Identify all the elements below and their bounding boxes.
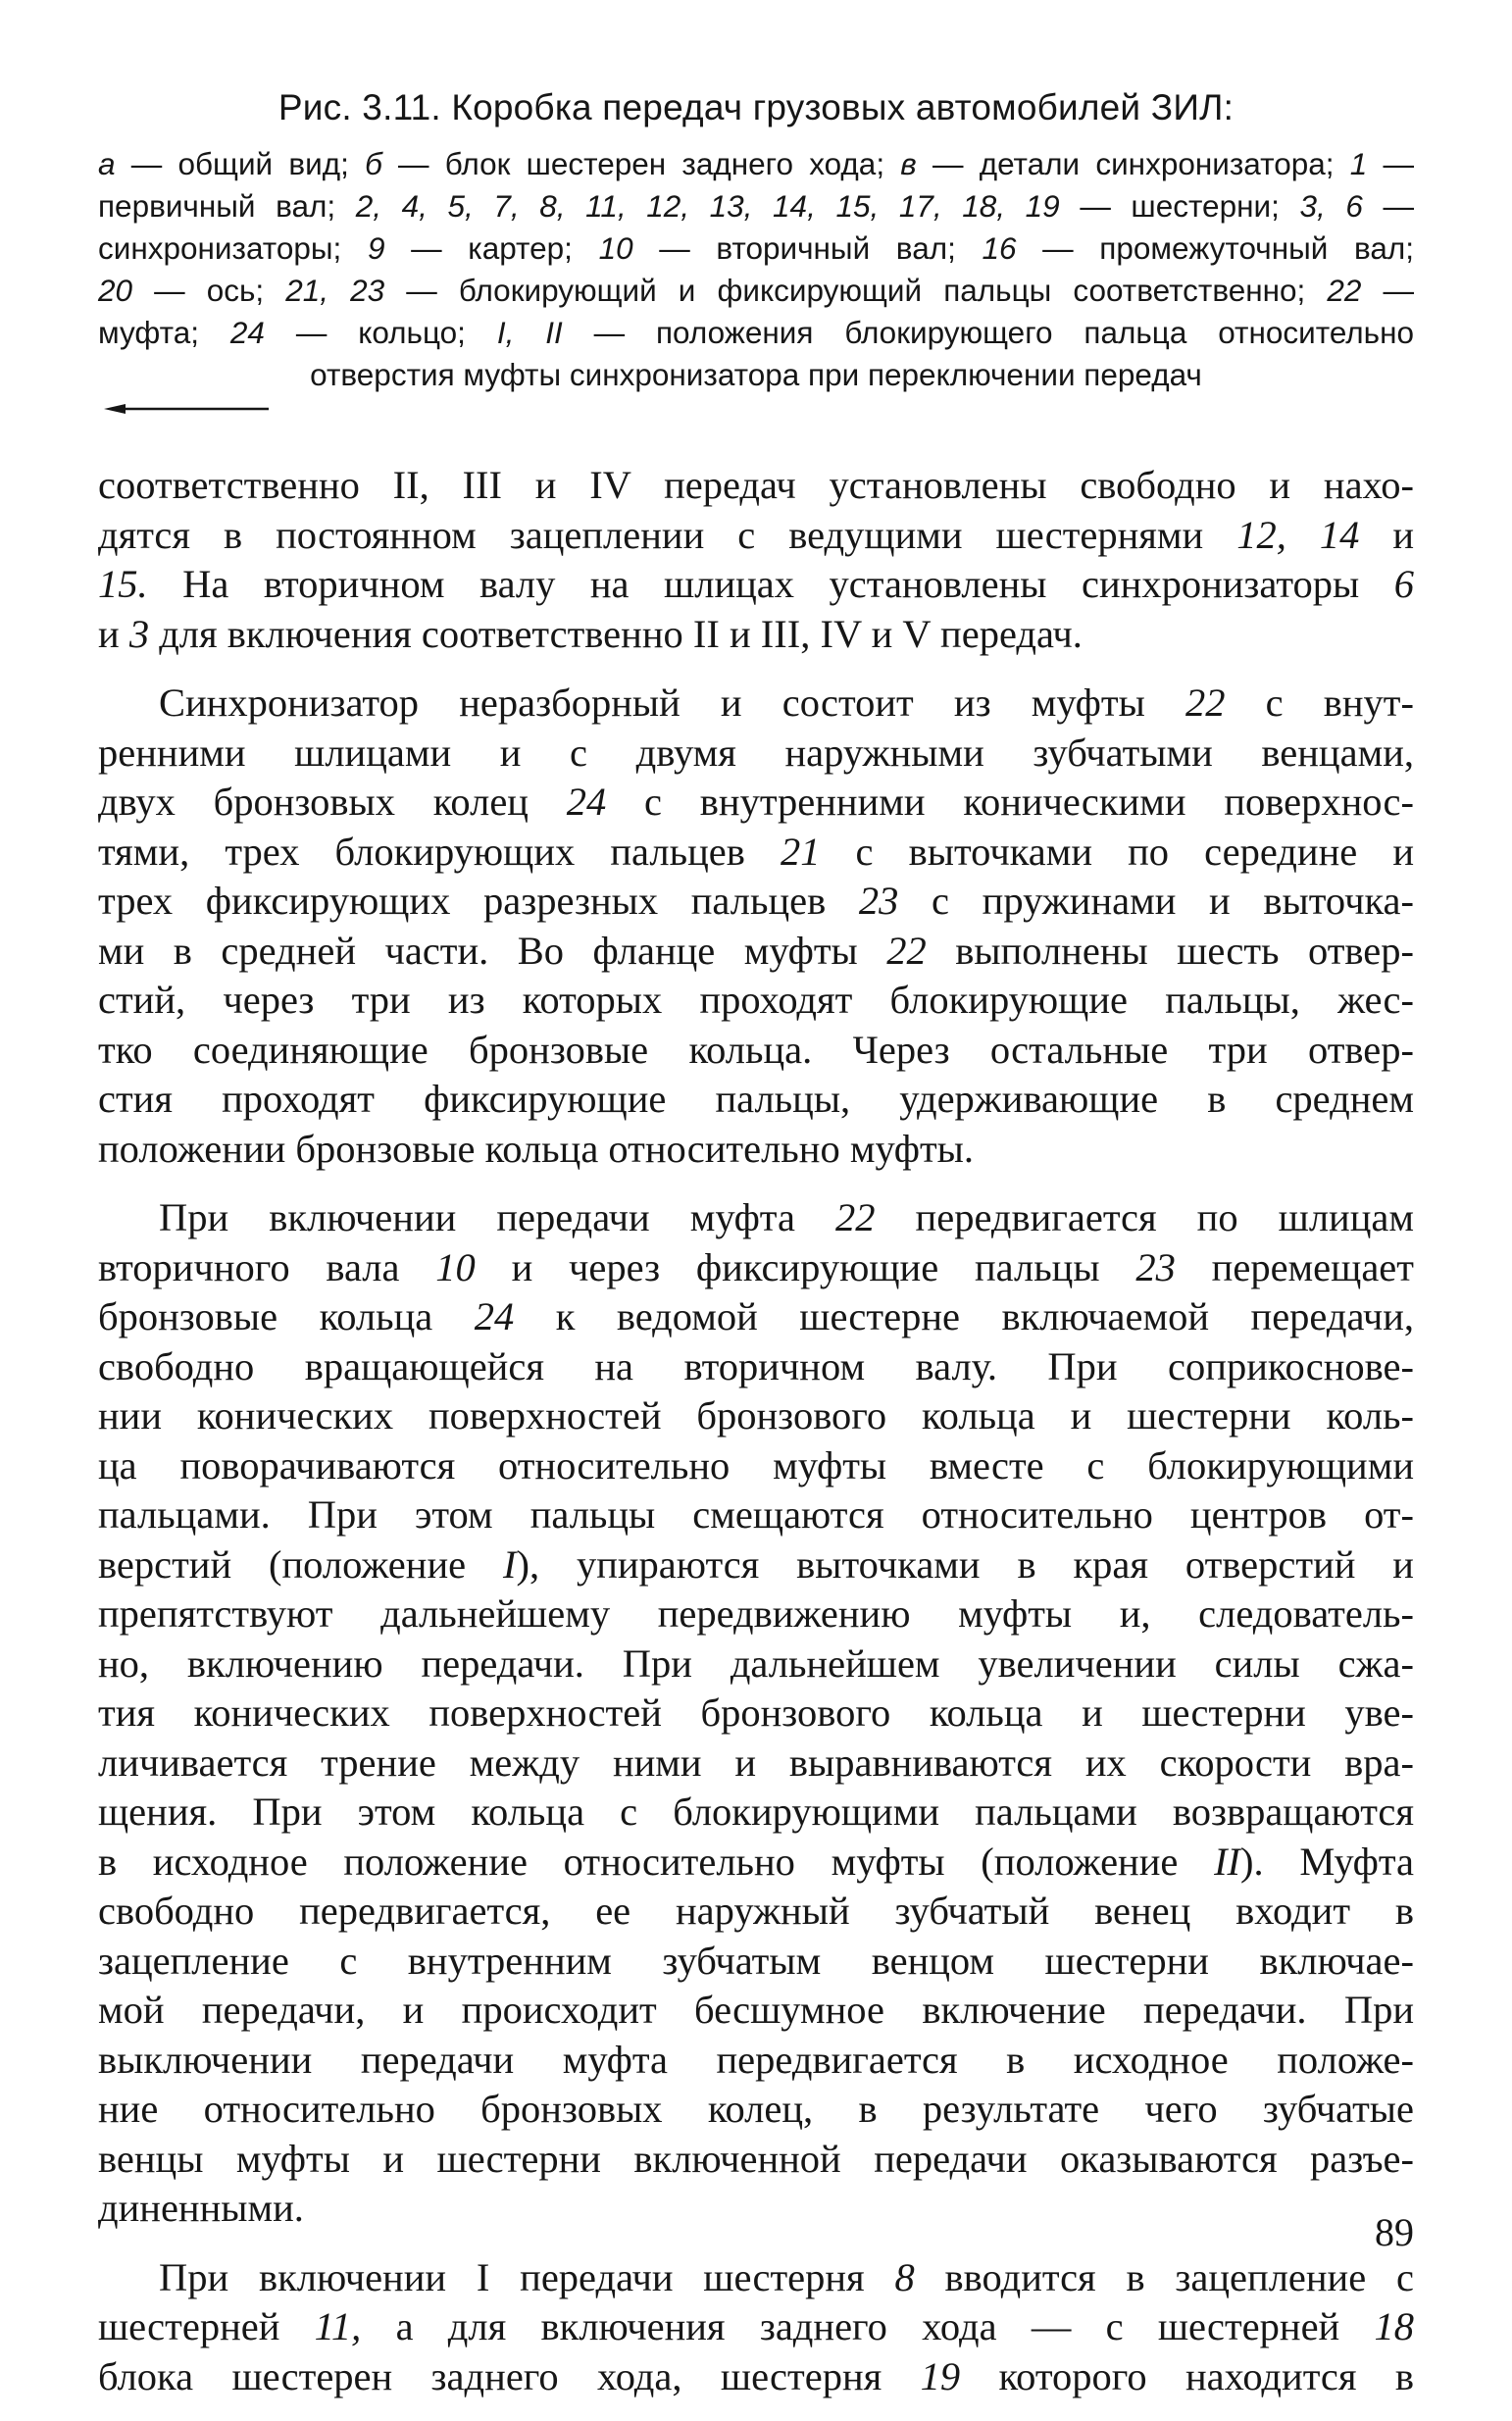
italic-reference: б [365, 146, 382, 181]
italic-reference: 3 [128, 611, 150, 656]
text-segment: ), упираются выточками в края отверстий и [516, 1541, 1414, 1587]
text-line [98, 1292, 1414, 1342]
text-segment: — [1367, 146, 1414, 181]
text-line [98, 2085, 1414, 2135]
caption-line [98, 227, 1414, 270]
text-segment: препятствуют дальнейшему передвижению муфты и, следователь- [98, 1591, 1414, 1636]
text-segment: — картер; [384, 230, 599, 266]
italic-reference: 10 [598, 230, 633, 266]
italic-reference: 12, 14 [1236, 512, 1360, 557]
paragraph [98, 461, 1414, 659]
italic-reference: 23 [858, 879, 899, 923]
italic-reference: 22 [1184, 681, 1226, 725]
text-segment: тями, трех блокирующих пальцев [98, 829, 781, 874]
italic-reference: 22 [886, 928, 927, 973]
figure-caption-legend [98, 143, 1414, 396]
text-segment: но, включению передачи. При дальнейшем увеличении силы сжа- [98, 1640, 1414, 1686]
text-segment: и [98, 611, 129, 656]
text-segment: — общий вид; [115, 146, 366, 181]
text-line [98, 877, 1414, 927]
text-line [98, 679, 1414, 729]
paragraph [98, 679, 1414, 1174]
italic-reference: I [502, 1541, 517, 1587]
text-segment: передвигается по шлицам [875, 1195, 1414, 1239]
text-segment: синхронизаторы; [98, 230, 368, 266]
italic-reference: 21 [780, 829, 821, 874]
text-line [98, 2184, 1414, 2234]
text-segment: личивается трение между ними и выравниваются их скорости вра- [98, 1740, 1414, 1785]
text-line [98, 560, 1414, 610]
text-line [98, 927, 1414, 977]
paragraph [98, 1193, 1414, 2234]
text-segment: — блокирующий и фиксирующий пальцы соответственно; [384, 273, 1328, 308]
italic-reference: 21, 23 [285, 273, 385, 308]
caption-line [98, 143, 1414, 185]
caption-line [98, 185, 1414, 227]
italic-reference: 9 [367, 230, 385, 266]
text-line [98, 729, 1414, 779]
text-segment: свободно передвигается, ее наружный зубчатый венец входит в [98, 1889, 1414, 1933]
text-segment: с внутренними коническими поверхнос- [606, 780, 1414, 824]
text-line [98, 1490, 1414, 1540]
text-segment: тия конических поверхностей бронзового кольца и шестерни уве- [98, 1690, 1414, 1735]
text-line [98, 610, 1414, 660]
text-segment: — промежуточный вал; [1016, 230, 1415, 266]
text-line [98, 1193, 1414, 1243]
text-segment: ренними шлицами и с двумя наружными зубчатыми венцами, [98, 730, 1414, 775]
italic-reference: 6 [1393, 562, 1414, 606]
text-segment: перемещает [1175, 1244, 1414, 1289]
text-line [98, 976, 1414, 1026]
text-line [98, 1589, 1414, 1639]
paragraph [98, 2253, 1414, 2402]
text-line [98, 1689, 1414, 1739]
text-segment: с внут- [1225, 681, 1414, 725]
italic-reference: 22 [1327, 273, 1362, 308]
text-segment: шестерней [98, 2304, 315, 2348]
text-segment: выключении передачи муфта передвигается в исходное положе- [98, 2037, 1414, 2082]
italic-reference: 10 [435, 1244, 476, 1289]
text-segment: с выточками по середине и [820, 829, 1414, 874]
text-segment: При включении I передачи шестерня [159, 2254, 895, 2299]
text-line [98, 1342, 1414, 1392]
text-line [98, 2253, 1414, 2303]
italic-reference: 18 [1374, 2304, 1414, 2348]
text-segment: для включения соответственно II и III, IV и V передач. [149, 611, 1083, 656]
text-segment: — кольцо; [264, 315, 497, 350]
text-segment: стий, через три из которых проходят блокирующие пальцы, жес- [98, 978, 1414, 1022]
italic-reference: 2, 4, 5, 7, 8, 11, 12, 13, 14, 15, 17, 18, 19 [355, 188, 1060, 224]
text-segment: и [1359, 512, 1415, 557]
text-line [98, 1937, 1414, 1987]
text-line [98, 1838, 1414, 1888]
text-segment: — шестерни; [1059, 188, 1300, 224]
text-line [98, 1075, 1414, 1125]
text-segment: бронзовые кольца [98, 1294, 475, 1338]
figure-caption-title: Рис. 3.11. Коробка передач грузовых автомобилей ЗИЛ: [277, 87, 1235, 127]
text-line [98, 1441, 1414, 1491]
text-segment: а для включения заднего хода — с шестерней [361, 2304, 1375, 2348]
text-segment: вводится в зацепление с [914, 2254, 1414, 2299]
text-line [98, 1540, 1414, 1590]
text-segment: отверстия муфты синхронизатора при переключении передач [310, 357, 1202, 392]
text-segment: мой передачи, и происходит бесшумное включение передачи. При [98, 1988, 1414, 2032]
text-segment: ца поворачиваются относительно муфты вместе с блокирующими [98, 1442, 1414, 1488]
text-segment: соответственно II, III и IV передач установлены свободно и нахо- [98, 463, 1414, 507]
text-line [98, 2352, 1414, 2402]
text-segment: вторичного вала [98, 1244, 436, 1289]
text-segment: зацепление с внутренним зубчатым венцом шестерни включае- [98, 1938, 1414, 1983]
text-segment: — вторичный вал; [632, 230, 983, 266]
text-line [98, 2302, 1414, 2352]
text-line [98, 1391, 1414, 1441]
text-line [98, 2135, 1414, 2185]
caption-line [98, 354, 1414, 396]
text-line [98, 1639, 1414, 1690]
text-line [98, 1243, 1414, 1293]
italic-reference: 20 [98, 273, 133, 308]
text-segment: ). Муфта [1240, 1839, 1414, 1884]
text-segment: пальцами. При этом пальцы смещаются относительно центров от- [98, 1492, 1414, 1537]
text-segment: диненными. [98, 2186, 304, 2230]
text-segment: блока шестерен заднего хода, шестерня [98, 2353, 921, 2398]
arrow-left-icon [104, 401, 269, 417]
text-segment: и через фиксирующие пальцы [475, 1244, 1136, 1289]
text-segment: выполнены шесть отвер- [926, 928, 1414, 973]
italic-reference: 3, 6 [1299, 188, 1363, 224]
text-segment: положении бронзовые кольца относительно муфты. [98, 1126, 974, 1171]
text-segment: муфта; [98, 315, 230, 350]
italic-reference: II [1214, 1839, 1241, 1884]
text-segment: тко соединяющие бронзовые кольца. Через остальные три отвер- [98, 1027, 1414, 1072]
caption-line [98, 312, 1414, 354]
text-segment: к ведомой шестерне включаемой передачи, [514, 1294, 1414, 1338]
text-segment: трех фиксирующих разрезных пальцев [98, 879, 859, 923]
text-segment: — положения блокирующего пальца относительно [562, 315, 1414, 350]
text-segment: При включении передачи муфта [159, 1195, 836, 1239]
text-segment: дятся в постоянном зацеплении с ведущими шестернями [98, 512, 1237, 557]
text-segment: — блок шестерен заднего хода; [381, 146, 901, 181]
italic-reference: в [900, 146, 917, 181]
text-segment: На вторичном валу на шлицах установлены синхронизаторы [147, 562, 1394, 606]
italic-reference: 15. [98, 562, 148, 606]
text-line [98, 1026, 1414, 1076]
text-line [98, 1739, 1414, 1789]
text-segment: первичный вал; [98, 188, 356, 224]
text-segment: — [1361, 273, 1414, 308]
text-segment: — [1362, 188, 1414, 224]
text-line [98, 1887, 1414, 1937]
text-segment: двух бронзовых колец [98, 780, 567, 824]
text-segment: которого находится в [960, 2353, 1414, 2398]
text-line [98, 2036, 1414, 2086]
body-text [98, 461, 1414, 2421]
italic-reference: 19 [920, 2353, 961, 2398]
italic-reference: 8 [894, 2254, 915, 2299]
italic-reference: 24 [229, 315, 265, 350]
text-segment: стия проходят фиксирующие пальцы, удерживающие в среднем [98, 1077, 1414, 1121]
text-line [98, 1986, 1414, 2036]
text-line [98, 828, 1414, 878]
italic-reference: 24 [474, 1294, 515, 1338]
italic-reference: 16 [982, 230, 1017, 266]
text-segment: верстий (положение [98, 1541, 503, 1587]
text-segment: — ось; [132, 273, 286, 308]
italic-reference: а [98, 146, 116, 181]
italic-reference: 24 [566, 780, 607, 824]
text-segment: нии конических поверхностей бронзового кольца и шестерни коль- [98, 1393, 1414, 1437]
italic-reference: 22 [835, 1195, 876, 1239]
text-line [98, 1125, 1414, 1175]
text-segment: свободно вращающейся на вторичном валу. При соприкоснове- [98, 1343, 1414, 1388]
text-segment: Синхронизатор неразборный и состоит из муфты [159, 681, 1185, 725]
text-segment: в исходное положение относительно муфты (положение [98, 1839, 1215, 1884]
text-line [98, 778, 1414, 828]
caption-line [98, 270, 1414, 312]
text-segment: ние относительно бронзовых колец, в результате чего зубчатые [98, 2087, 1414, 2131]
text-segment: ми в средней части. Во фланце муфты [98, 928, 887, 973]
text-line [98, 461, 1414, 511]
italic-reference: I, II [496, 315, 563, 350]
text-line [98, 1788, 1414, 1838]
page-number: 89 [1375, 2210, 1414, 2254]
italic-reference: 23 [1135, 1244, 1176, 1289]
text-segment: венцы муфты и шестерни включенной передачи оказываются разъе- [98, 2136, 1414, 2181]
italic-reference: 11, [314, 2304, 362, 2348]
text-line [98, 511, 1414, 561]
text-segment: — детали синхронизатора; [916, 146, 1350, 181]
text-segment: с пружинами и выточка- [898, 879, 1414, 923]
italic-reference: 1 [1349, 146, 1368, 181]
text-segment: щения. При этом кольца с блокирующими пальцами возвращаются [98, 1790, 1414, 1834]
